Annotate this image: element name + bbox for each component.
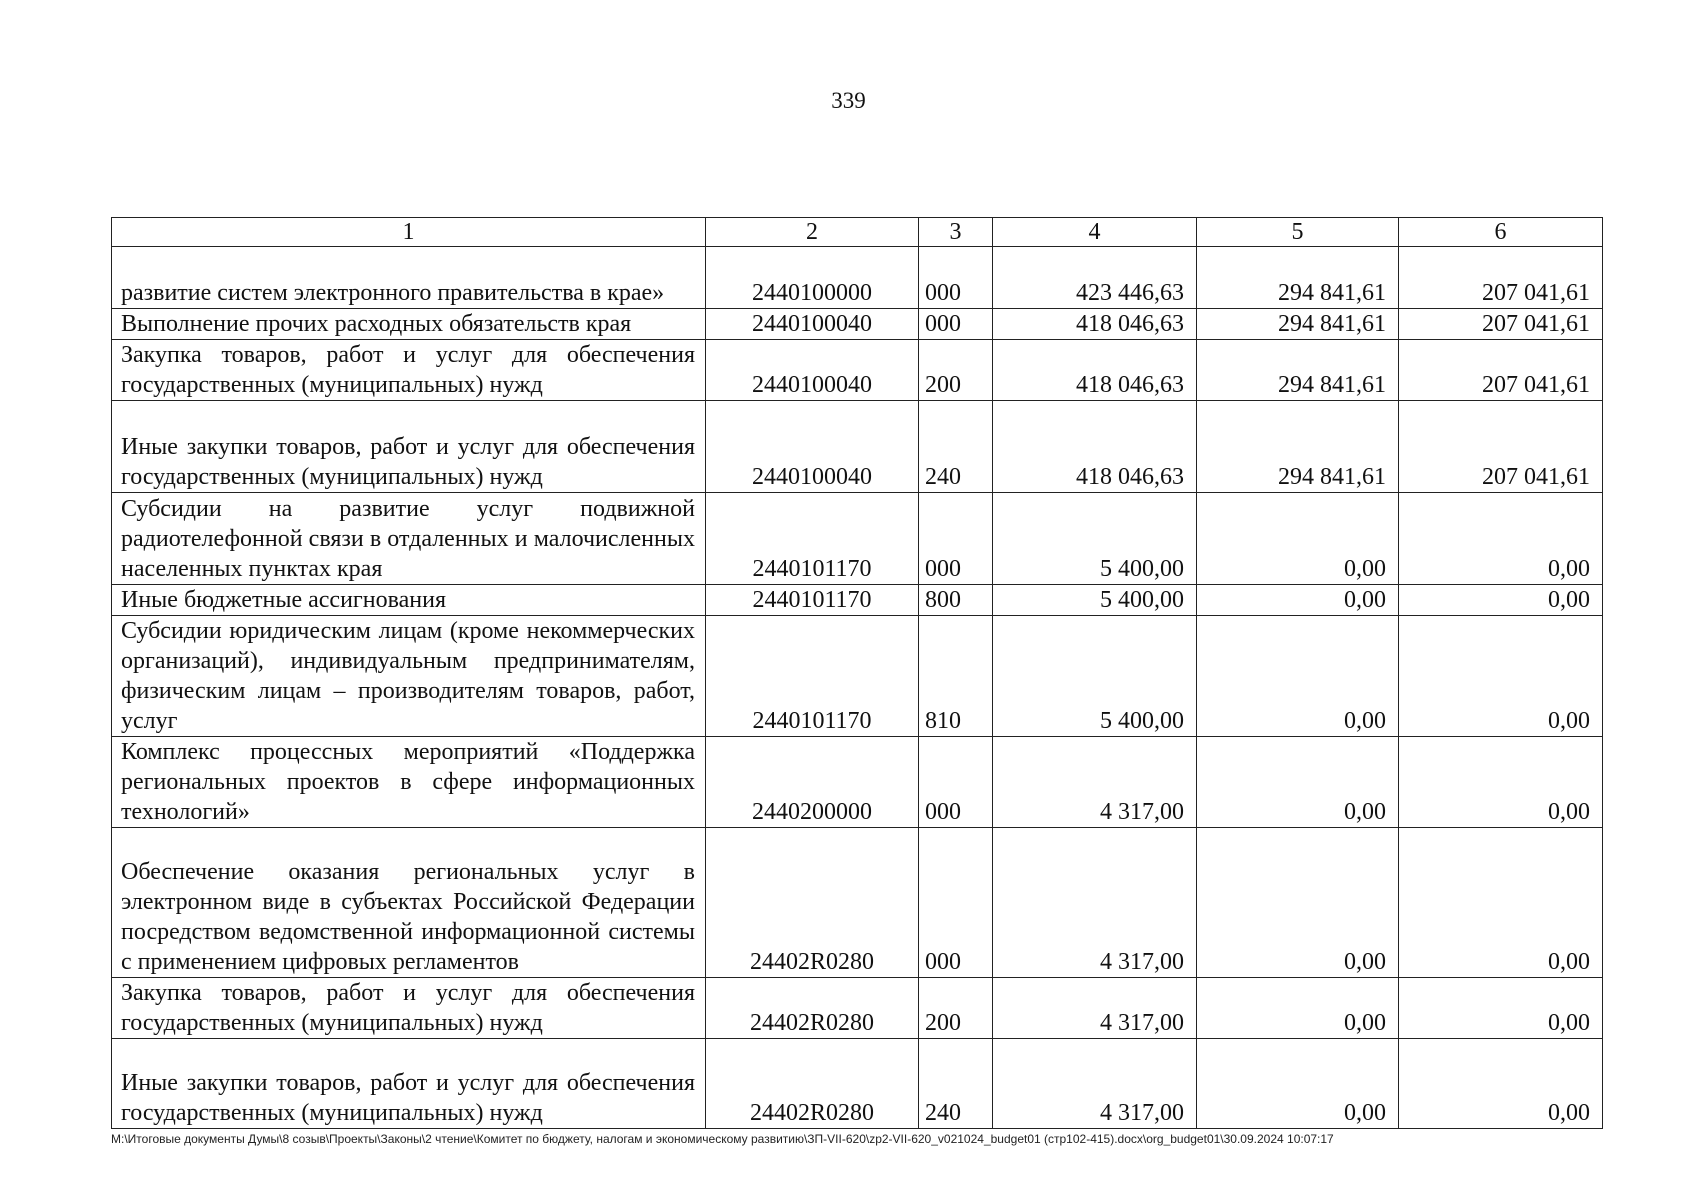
- table-row: [112, 247, 1603, 309]
- row-value-col5: 0,00: [1197, 828, 1399, 978]
- row-value-col6: 0,00: [1399, 616, 1603, 737]
- table-row: [112, 737, 1603, 828]
- row-name: Иные закупки товаров, работ и услуг для обеспечения государственных (муниципальных) нужд: [112, 401, 706, 493]
- row-value-col5: 0,00: [1197, 616, 1399, 737]
- table-row: [112, 309, 1603, 340]
- row-value-col4: 5 400,00: [993, 616, 1197, 737]
- column-header: 6: [1399, 218, 1603, 247]
- table-row: [112, 1039, 1603, 1129]
- row-name: Обеспечение оказания региональных услуг в электронном виде в субъектах Российской Федерации посредством ведомственной информационной системы с применением цифровых регламентов: [112, 828, 706, 978]
- row-value-col4: 418 046,63: [993, 340, 1197, 401]
- row-code: 24402R0280: [706, 828, 919, 978]
- row-value-col5: 0,00: [1197, 1039, 1399, 1129]
- table-row: [112, 493, 1603, 585]
- row-name: развитие систем электронного правительства в крае»: [112, 247, 706, 309]
- row-value-col6: 207 041,61: [1399, 309, 1603, 340]
- column-header: 3: [919, 218, 993, 247]
- row-code: 2440101170: [706, 585, 919, 616]
- budget-table: [111, 217, 1603, 1129]
- row-type: 000: [919, 828, 993, 978]
- row-type: 000: [919, 493, 993, 585]
- row-name: Закупка товаров, работ и услуг для обеспечения государственных (муниципальных) нужд: [112, 340, 706, 401]
- row-value-col4: 4 317,00: [993, 978, 1197, 1039]
- column-header: 5: [1197, 218, 1399, 247]
- row-value-col4: 418 046,63: [993, 401, 1197, 493]
- row-name: Иные закупки товаров, работ и услуг для обеспечения государственных (муниципальных) нужд: [112, 1039, 706, 1129]
- table-row: [112, 616, 1603, 737]
- row-value-col6: 0,00: [1399, 737, 1603, 828]
- row-code: 2440100040: [706, 401, 919, 493]
- row-code: 2440200000: [706, 737, 919, 828]
- row-type: 000: [919, 247, 993, 309]
- row-type: 810: [919, 616, 993, 737]
- row-code: 2440100040: [706, 309, 919, 340]
- row-value-col4: 4 317,00: [993, 1039, 1197, 1129]
- row-code: 2440101170: [706, 616, 919, 737]
- row-value-col6: 0,00: [1399, 585, 1603, 616]
- table-header-row: [112, 218, 1603, 247]
- row-value-col6: 207 041,61: [1399, 401, 1603, 493]
- row-value-col4: 4 317,00: [993, 737, 1197, 828]
- row-value-col4: 5 400,00: [993, 493, 1197, 585]
- row-code: 24402R0280: [706, 978, 919, 1039]
- row-type: 240: [919, 401, 993, 493]
- row-name: Субсидии юридическим лицам (кроме некоммерческих организаций), индивидуальным предпринимателям, физическим лицам – производителям товаров, работ, услуг: [112, 616, 706, 737]
- row-value-col5: 294 841,61: [1197, 309, 1399, 340]
- row-value-col5: 294 841,61: [1197, 247, 1399, 309]
- row-code: 2440100000: [706, 247, 919, 309]
- row-value-col4: 418 046,63: [993, 309, 1197, 340]
- document-file-path: M:\Итоговые документы Думы\8 созыв\Проекты\Законы\2 чтение\Комитет по бюджету, налогам и экономическому развитию\ЗП-VII-620\zp2-VII-620_v021024_budget01 (стр102-415).docx\org_budget01\30.09.2024 10:07:17: [111, 1132, 1334, 1146]
- table-row: [112, 978, 1603, 1039]
- row-type: 800: [919, 585, 993, 616]
- table-row: [112, 828, 1603, 978]
- row-code: 2440101170: [706, 493, 919, 585]
- table-row: [112, 585, 1603, 616]
- row-type: 200: [919, 978, 993, 1039]
- row-name: Комплекс процессных мероприятий «Поддержка региональных проектов в сфере информационных технологий»: [112, 737, 706, 828]
- row-code: 24402R0280: [706, 1039, 919, 1129]
- row-value-col5: 294 841,61: [1197, 401, 1399, 493]
- row-value-col6: 0,00: [1399, 493, 1603, 585]
- row-name: Иные бюджетные ассигнования: [112, 585, 706, 616]
- row-type: 000: [919, 737, 993, 828]
- row-type: 000: [919, 309, 993, 340]
- table-row: [112, 401, 1603, 493]
- row-value-col6: 0,00: [1399, 1039, 1603, 1129]
- row-value-col5: 0,00: [1197, 737, 1399, 828]
- row-value-col6: 207 041,61: [1399, 247, 1603, 309]
- row-type: 200: [919, 340, 993, 401]
- column-header: 4: [993, 218, 1197, 247]
- row-value-col6: 207 041,61: [1399, 340, 1603, 401]
- row-value-col6: 0,00: [1399, 978, 1603, 1039]
- page-number: 339: [831, 88, 866, 113]
- row-value-col5: 0,00: [1197, 493, 1399, 585]
- table-row: [112, 340, 1603, 401]
- row-value-col5: 294 841,61: [1197, 340, 1399, 401]
- row-value-col5: 0,00: [1197, 585, 1399, 616]
- row-type: 240: [919, 1039, 993, 1129]
- row-value-col4: 423 446,63: [993, 247, 1197, 309]
- row-name: Субсидии на развитие услуг подвижной радиотелефонной связи в отдаленных и малочисленных населенных пунктах края: [112, 493, 706, 585]
- row-name: Закупка товаров, работ и услуг для обеспечения государственных (муниципальных) нужд: [112, 978, 706, 1039]
- row-value-col4: 5 400,00: [993, 585, 1197, 616]
- row-code: 2440100040: [706, 340, 919, 401]
- row-value-col5: 0,00: [1197, 978, 1399, 1039]
- row-value-col4: 4 317,00: [993, 828, 1197, 978]
- row-value-col6: 0,00: [1399, 828, 1603, 978]
- column-header: 2: [706, 218, 919, 247]
- row-name: Выполнение прочих расходных обязательств края: [112, 309, 706, 340]
- column-header: 1: [112, 218, 706, 247]
